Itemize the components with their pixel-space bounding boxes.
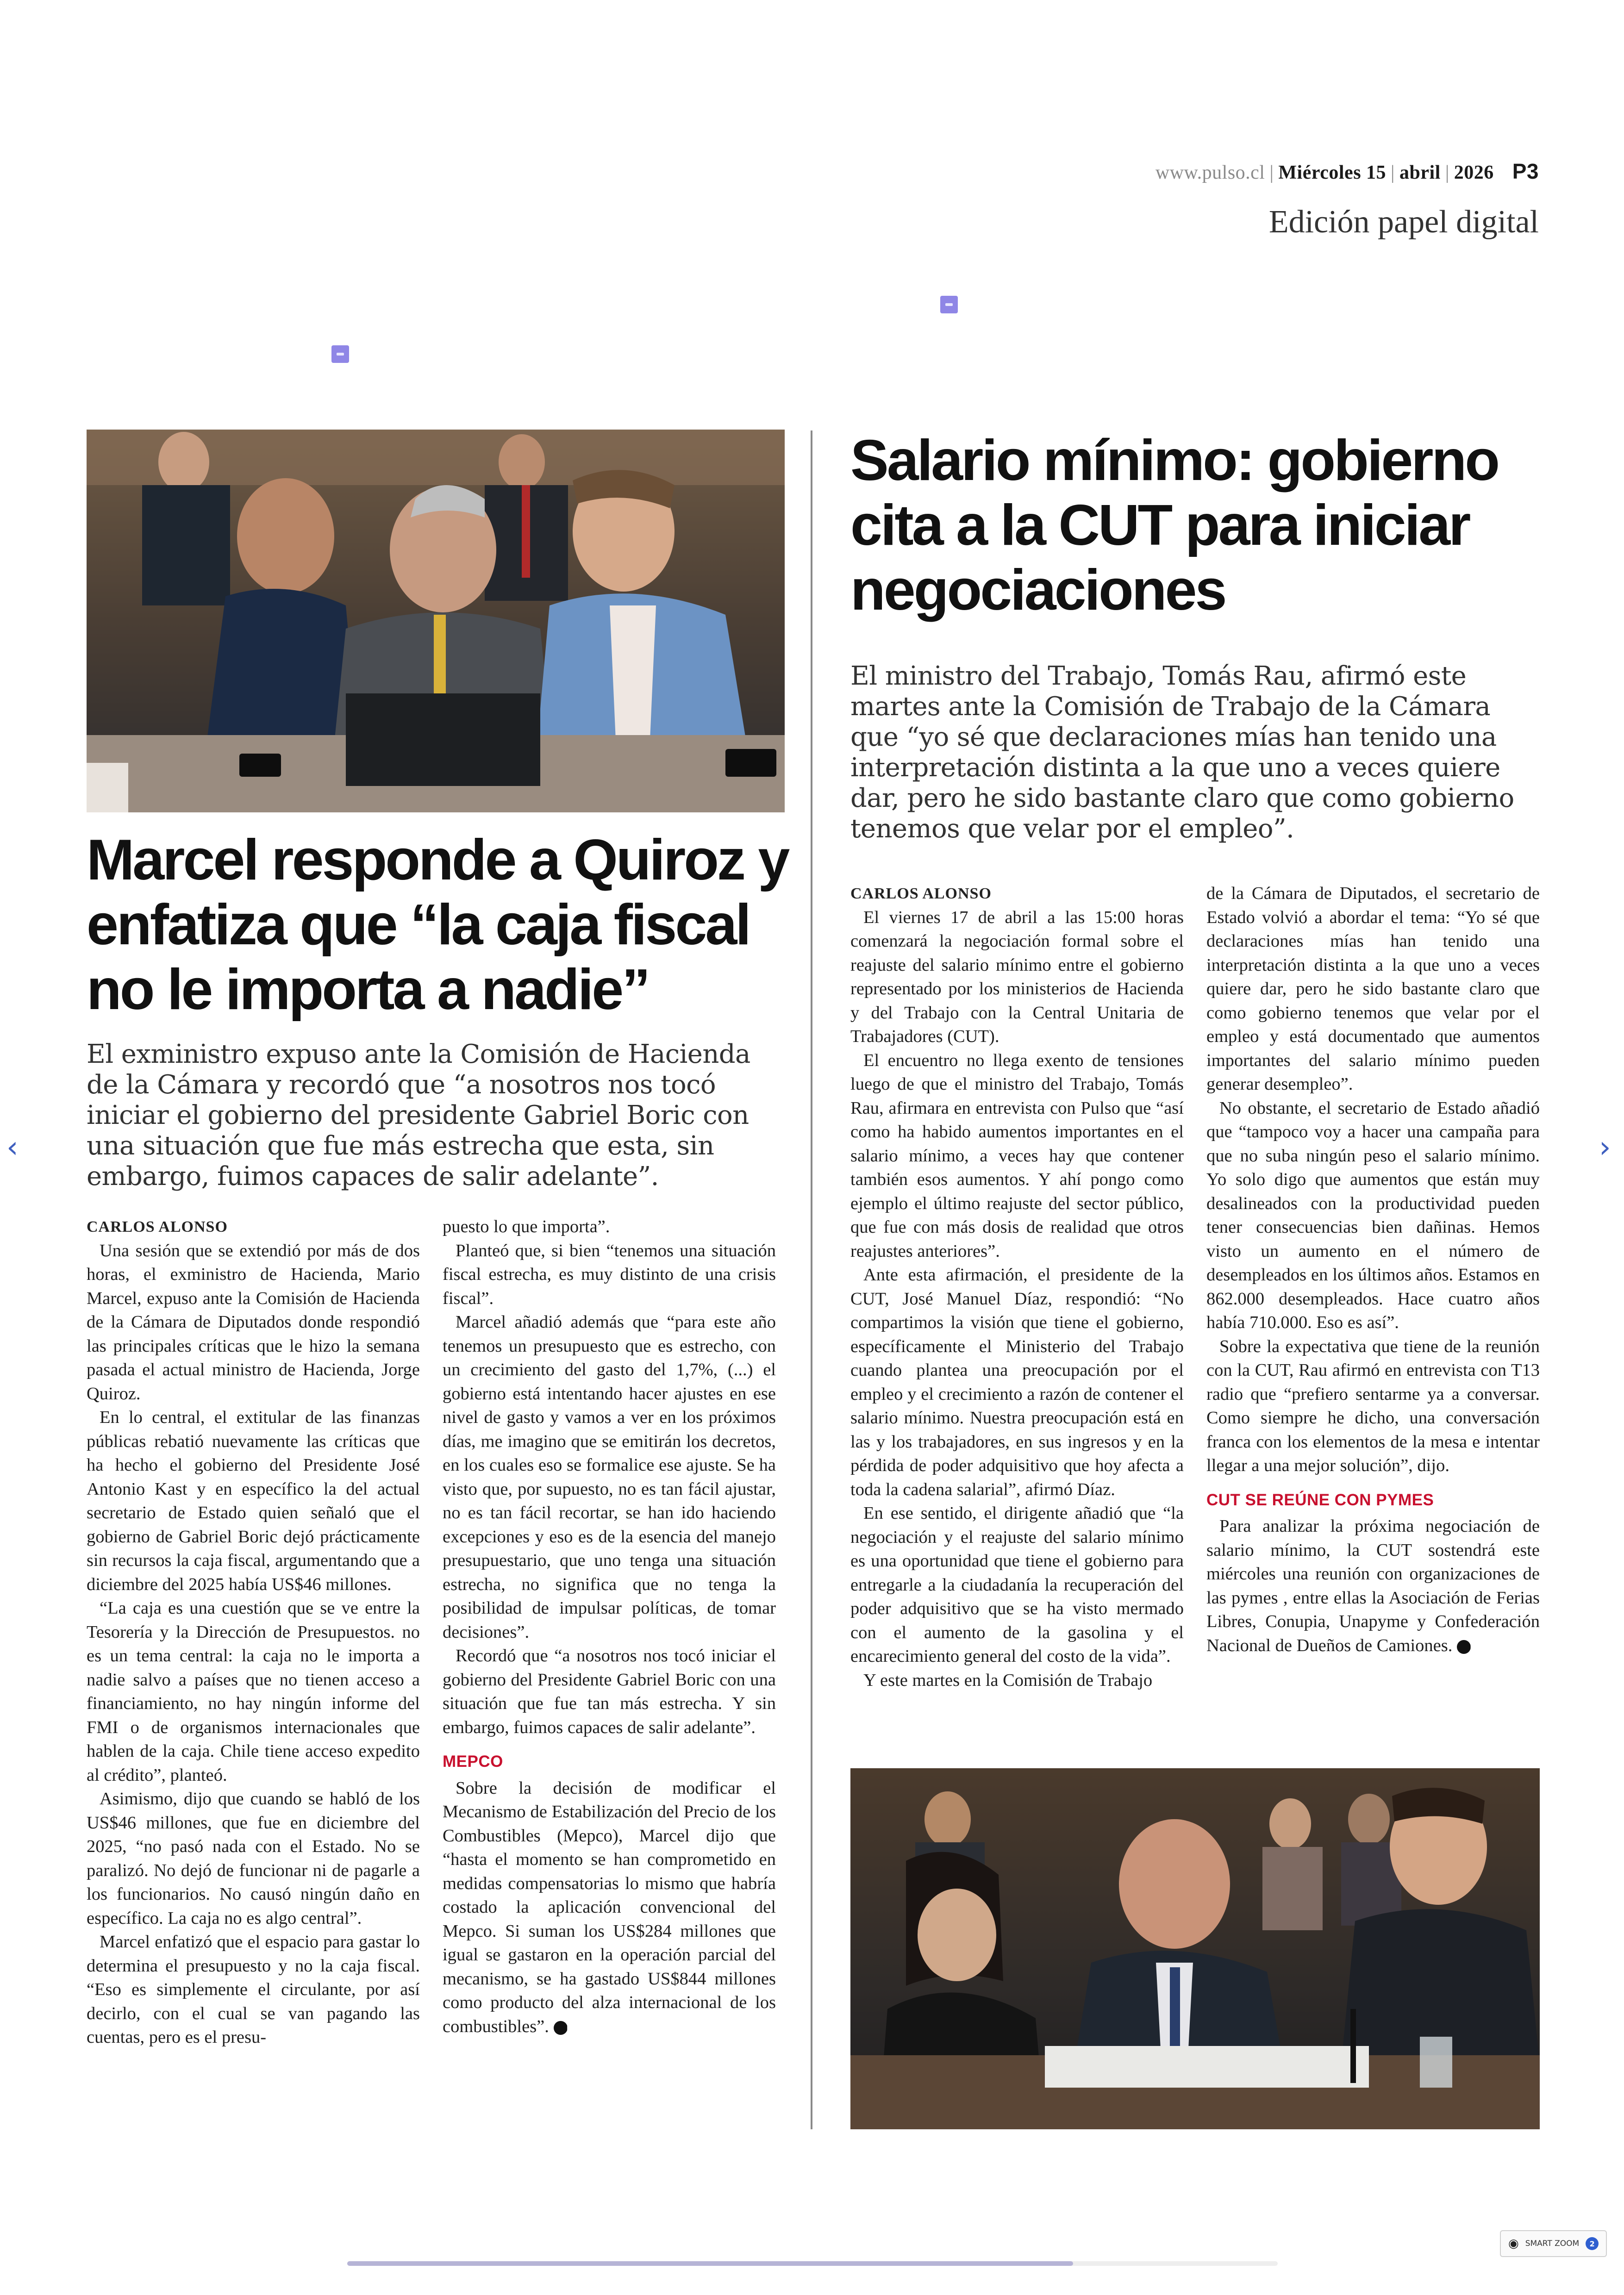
paragraph: puesto lo que importa”. xyxy=(443,1217,610,1236)
paragraph: Una sesión que se extendió por más de dos horas, el exministro de Hacienda, Mario Marcel, expuso ante la Comisión de Hacienda de la Cámara de Diputados donde respondió las principales críticas que le hizo la semana pasada el actual ministro de Hacienda, Jorge Quiroz. xyxy=(87,1241,420,1403)
smart-zoom-label: SMART ZOOM xyxy=(1525,2239,1580,2248)
site-url[interactable]: www.pulso.cl xyxy=(1155,162,1265,183)
paragraph: El encuentro no llega exento de tensiones luego de que el ministro del Trabajo, Tomás Rau, afirmara en entrevista con Pulso que “así como ha habido aumentos importantes en el salario mínimo, a veces hay que contener también esos aumentos. Y ahí pongo como ejemplo el último reajuste del sector público, que fue con más dosis de realidad que otros reajustes anteriores”. xyxy=(850,1050,1184,1261)
page-header-line: www.pulso.cl | Miércoles 15 | abril | 2026 P3 xyxy=(1155,159,1539,183)
annotation-marker-icon[interactable] xyxy=(331,345,349,363)
paragraph: Marcel enfatizó que el espacio para gastar lo determina el presupuesto y no la caja fiscal. “Eso es simplemente el circulante, por así decirlo, con el cual se van pagando las cuentas, pero es el presu- xyxy=(87,1932,420,2047)
date-weekday: Miércoles 15 xyxy=(1278,162,1387,183)
horizontal-scrollbar-thumb[interactable] xyxy=(347,2261,1073,2266)
paragraph-text: Para analizar la próxima negociación de salario mínimo, la CUT sostendrá este miércoles una reunión con organizaciones de las pymes , entre ellas la Asociación de Ferias Libres, Conupia, Unapyme y Confederación Nacional de Dueños de Camiones. xyxy=(1206,1516,1540,1655)
eye-icon: ◉ xyxy=(1508,2237,1519,2251)
annotation-marker-icon[interactable] xyxy=(940,296,958,313)
end-mark-icon: P xyxy=(554,2021,568,2035)
right-subhead: CUT SE REÚNE CON PYMES xyxy=(1206,1491,1434,1509)
right-headline: Salario mínimo: gobierno cita a la CUT para iniciar negociaciones xyxy=(850,429,1499,622)
left-column-2 xyxy=(443,1215,776,2039)
left-byline: CARLOS ALONSO xyxy=(87,1218,228,1235)
paragraph: No obstante, el secretario de Estado añadió que “tampoco voy a hacer una campaña para que no suba ningún peso el salario mínimo. Yo solo digo que aumentos que están muy desalineados con la productividad pueden tener consecuencias bien dañinas. Hemos visto un aumento en el número de desempleados en los últimos años. Estamos en 862.000 desempleados. Hace cuatro años había 710.000. Eso es así”. xyxy=(1206,1098,1540,1332)
paragraph: Asimismo, dijo que cuando se habló de los US$46 millones, que fue en diciembre del 2025, “no pasó nada con el Estado. No se paralizó. No dejó de funcionar ni de pagarle a los funcionarios. No causó ningún daño en específico. La caja no es algo central”. xyxy=(87,1789,420,1928)
paragraph xyxy=(1206,1515,1540,1658)
date-year: 2026 xyxy=(1454,162,1494,183)
left-subhead: MEPCO xyxy=(443,1752,503,1771)
right-byline: CARLOS ALONSO xyxy=(850,885,992,902)
paragraph: Ante esta afirmación, el presidente de la CUT, José Manuel Díaz, respondió: “No compartimos la visión que tiene el gobierno, específicamente el Ministerio del Trabajo cuando plantea una preocupación por el empleo y el crecimiento a razón de contener el salario mínimo. Nuestra preocupación está en las y los trabajadores, en sus ingresos y en la pérdida de poder adquisitivo que hoy afecta a toda la cadena salarial”, afirmó Díaz. xyxy=(850,1265,1184,1499)
left-column-1 xyxy=(87,1215,420,2050)
right-dek: El ministro del Trabajo, Tomás Rau, afirmó este martes ante la Comisión de Trabajo de la Cámara que “yo sé que declaraciones mías han tenido una interpretación distinta a la que uno a veces quiere dar, pero he sido bastante claro que como gobierno tenemos que velar por el empleo”. xyxy=(850,661,1514,844)
paragraph: Sobre la expectativa que tiene de la reunión con la CUT, Rau afirmó en entrevista con T13 radio que “prefiero sentarme ya a conversar. Como siempre he dicho, una conversación franca con los elementos de la mesa e intentar llegar a una mejor solución”, dijo. xyxy=(1206,1336,1540,1475)
right-column-2 xyxy=(1206,882,1540,1658)
previous-page-arrow-icon[interactable]: ‹ xyxy=(6,1130,19,1165)
photo-marcel-hearing xyxy=(87,430,785,812)
page-number: P3 xyxy=(1512,159,1539,183)
paragraph: En ese sentido, el dirigente añadió que “la negociación y el reajuste del salario mínimo es una oportunidad que tiene el gobierno para entregarle a la ciudadanía la recuperación del poder adquisitivo que se ha visto mermado con el aumento de la gasolina y el encarecimiento general del costo de la vida”. xyxy=(850,1503,1184,1666)
paragraph-text: Sobre la decisión de modificar el Mecanismo de Estabilización del Precio de los Combustibles (Mepco), Marcel dijo que “hasta el momento se han comprometido en medidas compensatorias lo mismo que habría costado la aplicación convencional del Mepco. Si suman los US$284 millones que igual se gastaron en la operación parcial del mecanismo, se ha gastado US$844 millones como producto del alza internacional de los combustibles”. xyxy=(443,1778,776,2036)
paragraph: “La caja es una cuestión que se ve entre la Tesorería y la Dirección de Presupuestos. no es un tema central: la caja no le importa a nadie salvo a países que no tienen acceso a financiamiento, no hay ningún informe del FMI o de organismos internacionales que hablen de la caja. Chile tiene acceso expedito al crédito”, planteó. xyxy=(87,1598,420,1785)
paragraph xyxy=(443,1777,776,2039)
edition-label: Edición papel digital xyxy=(1268,204,1539,240)
paragraph: El viernes 17 de abril a las 15:00 horas comenzará la negociación formal sobre el reajuste del salario mínimo entre el gobierno representado por los ministerios de Hacienda y del Trabajo con la Central Unitaria de Trabajadores (CUT). xyxy=(850,907,1184,1046)
left-dek: El exministro expuso ante la Comisión de Hacienda de la Cámara y recordó que “a nosotros nos tocó iniciar el gobierno del presidente Gabriel Boric con una situación que fue más estrecha que esta, sin embargo, fuimos capaces de salir adelante”. xyxy=(87,1039,750,1191)
left-headline: Marcel responde a Quiroz y enfatiza que “la caja fiscal no le importa a nadie” xyxy=(87,828,788,1022)
paragraph: Y este martes en la Comisión de Trabajo xyxy=(863,1670,1153,1690)
smart-zoom-count: 2 xyxy=(1586,2237,1599,2250)
column-divider xyxy=(811,430,812,2129)
photo-rau-commission xyxy=(850,1768,1540,2129)
paragraph: de la Cámara de Diputados, el secretario de Estado volvió a abordar el tema: “Yo sé que declaraciones mías han tenido una interpretación distinta a la que uno a veces quiere dar, pero he sido bastante claro que como gobierno tenemos que velar por el empleo y está documentado que aumentos importantes del salario mínimo pueden generar desempleo”. xyxy=(1206,884,1540,1094)
right-column-1 xyxy=(850,882,1184,1692)
next-page-arrow-icon[interactable]: › xyxy=(1599,1130,1611,1165)
paragraph: Recordó que “a nosotros nos tocó iniciar el gobierno del Presidente Gabriel Boric con una situación que fue tan más estrecha. Y sin embargo, fuimos capaces de salir adelante”. xyxy=(443,1646,776,1737)
date-month: abril xyxy=(1399,162,1441,183)
smart-zoom-button[interactable] xyxy=(1500,2230,1607,2257)
paragraph: En lo central, el extitular de las finanzas públicas rebatió nuevamente las críticas que ha hecho el gobierno del Presidente José Antonio Kast y en específico la del actual secretario de Estado quien señaló que el gobierno de Gabriel Boric dejó prácticamente sin recursos la caja fiscal, argumentando que a diciembre del 2025 había US$46 millones. xyxy=(87,1408,420,1594)
end-mark-icon: P xyxy=(1457,1640,1471,1654)
paragraph: Marcel añadió además que “para este año tenemos un presupuesto que es estrecho, con un crecimiento del gasto del 1,7%, (...) el gobierno está intentando hacer ajustes en ese nivel de gasto y vamos a ver en los próximos días, me imagino que se emitirán los decretos, en los cuales eso se formalice ese ajuste. Se ha visto que, por supuesto, no es tan fácil ajustar, no es tan fácil recortar, se han ido haciendo excepciones y eso es de la esencia del manejo presupuestario, que uno tenga una situación estrecha, no significa que no tenga la posibilidad de impulsar políticas, de tomar decisiones”. xyxy=(443,1312,776,1642)
paragraph: Planteó que, si bien “tenemos una situación fiscal estrecha, es muy distinto de una crisis fiscal”. xyxy=(443,1241,776,1308)
